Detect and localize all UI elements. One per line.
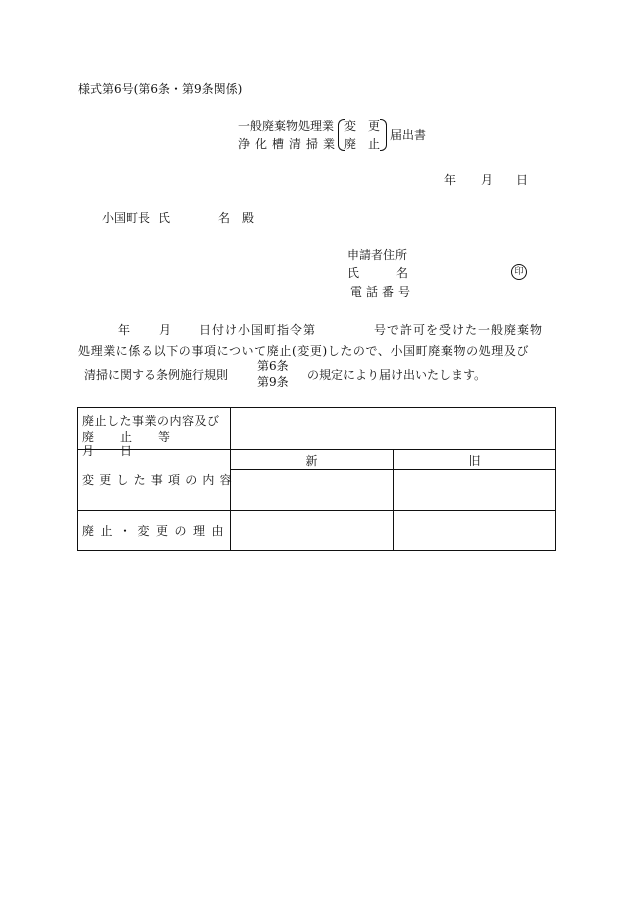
date-year: 年 (444, 173, 457, 187)
table-border-left (77, 407, 78, 551)
title-option-abolish-a: 廃 (344, 137, 357, 151)
row3-label: 廃止・変更の理由 (82, 524, 231, 538)
form-number: 様式第6号(第6条・第9条関係) (78, 82, 243, 96)
title-line-1: 一般廃棄物処理業 (238, 119, 335, 133)
addressee-honorific: 殿 (242, 211, 255, 225)
row2-label: 変更した事項の内容 (82, 473, 237, 487)
row1-label-line1: 廃止した事業の内容及び (82, 414, 220, 428)
title-suffix: 届出書 (390, 128, 427, 142)
applicant-address-label: 申請者住所 (347, 248, 408, 262)
body-year: 年 (118, 323, 131, 337)
applicant-phone-label: 電話番号 (350, 285, 415, 299)
title-option-change (344, 119, 380, 133)
title-line-2-text: 浄化槽清掃業 (238, 137, 341, 151)
applicant-name-label-b: 名 (396, 266, 409, 280)
table-row2-divider (77, 510, 556, 511)
table-border-top (77, 407, 556, 408)
body-article-9: 第9条 (257, 375, 289, 389)
title-right-brace (380, 119, 387, 151)
table-border-right (555, 407, 556, 551)
title-line-2 (238, 137, 341, 151)
date-day: 日 (516, 173, 529, 187)
title-option-change-b: 更 (367, 119, 380, 133)
body-line1-rest: 号で許可を受けた一般廃棄物 (374, 323, 544, 337)
body-line3-end: の規定により届け出いたします。 (307, 368, 487, 382)
row2-old-cell[interactable] (394, 471, 554, 509)
title-option-change-a: 変 (344, 119, 357, 133)
row3-old-cell[interactable] (394, 512, 554, 549)
new-column-header: 新 (305, 454, 318, 468)
body-article-6: 第6条 (257, 359, 289, 373)
row2-new-cell[interactable] (231, 471, 392, 509)
body-line3-start: 清掃に関する条例施行規則 (84, 368, 229, 382)
table-border-bottom (77, 550, 556, 551)
row1-value-cell[interactable] (230, 410, 555, 448)
body-date-text: 日付け小国町指令第 (199, 323, 317, 337)
title-option-abolish-b: 止 (367, 137, 380, 151)
addressee-mei: 名 (218, 211, 231, 225)
old-column-header: 旧 (468, 454, 481, 468)
addressee-office: 小国町長 (102, 211, 151, 225)
seal-mark: 印 (511, 264, 527, 280)
body-line2: 処理業に係る以下の事項について廃止(変更)したので、小国町廃棄物の処理及び (78, 344, 530, 358)
addressee-shi: 氏 (158, 211, 171, 225)
body-month: 月 (159, 323, 172, 337)
applicant-name-label-a: 氏 (347, 266, 360, 280)
row3-new-cell[interactable] (231, 512, 392, 549)
date-month: 月 (481, 173, 494, 187)
row1-label-line2: 廃止等月日 (82, 430, 197, 458)
title-option-abolish (344, 137, 380, 151)
